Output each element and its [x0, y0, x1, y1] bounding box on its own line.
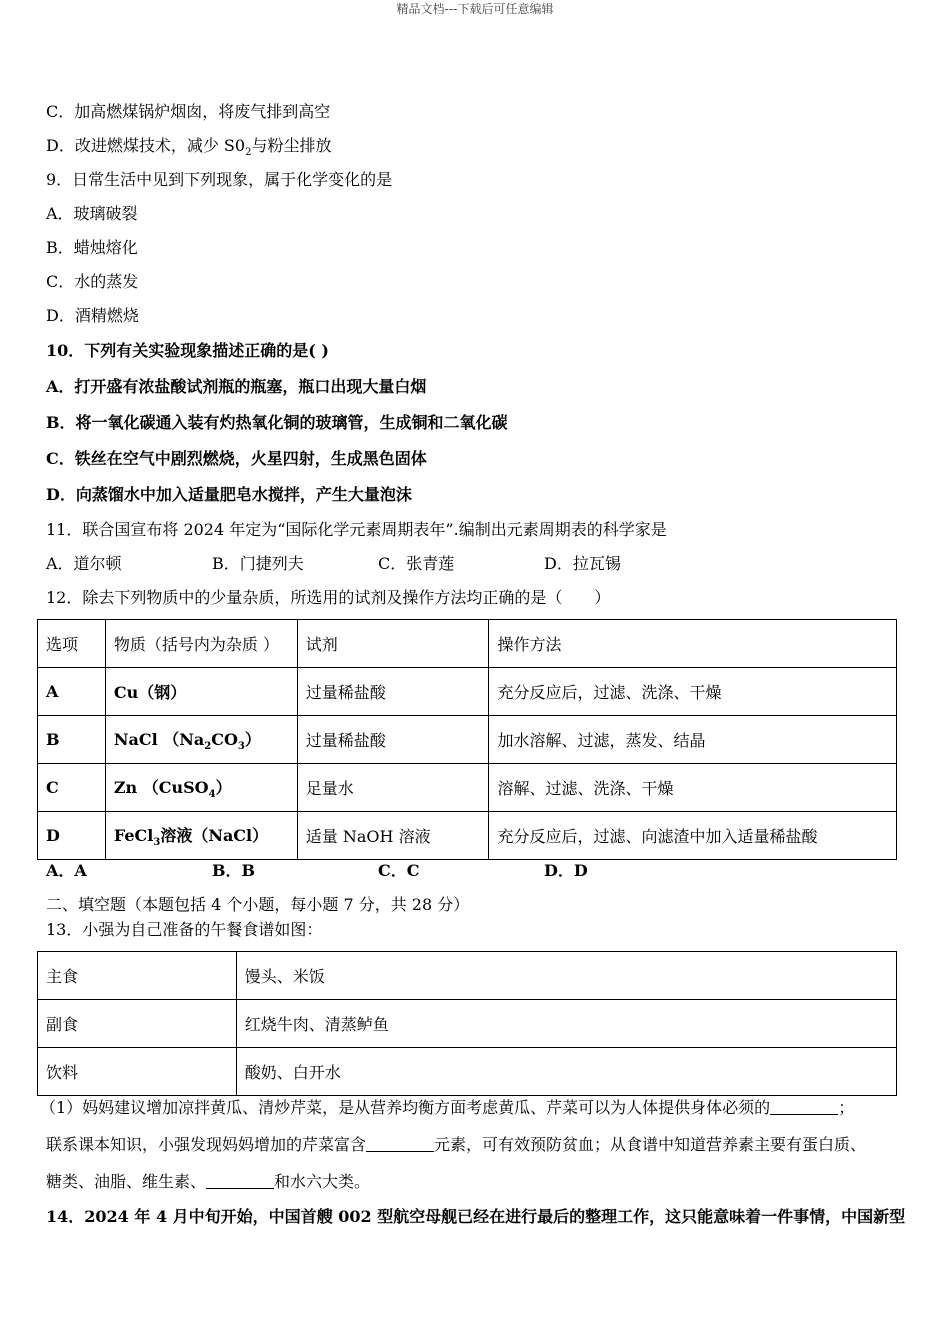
q10-option-d: D．向蒸馏水中加入适量肥皂水搅拌，产生大量泡沫	[46, 485, 412, 504]
table-cell-label: 饮料	[38, 1048, 237, 1096]
q13-paragraph-3: 糖类、油脂、维生素、 和水六大类。	[46, 1172, 371, 1191]
q12-stem: 12．除去下列物质中的少量杂质，所选用的试剂及操作方法均正确的是（ ）	[46, 588, 611, 607]
table-cell-substance: NaCl $(Na_2CO_3)$	[105, 716, 297, 764]
table-header-cell: 物质（括号内为杂质 ）	[105, 620, 297, 668]
q10-stem: 10．下列有关实验现象描述正确的是( )	[46, 341, 329, 360]
table-row	[38, 668, 897, 716]
q11-option-b: B．门捷列夫	[212, 554, 304, 573]
q10-option-c: C．铁丝在空气中剧烈燃烧，火星四射，生成黑色固体	[46, 449, 427, 468]
q10-option-a: A．打开盛有浓盐酸试剂瓶的瓶塞，瓶口出现大量白烟	[46, 377, 427, 396]
q9-stem: 9．日常生活中见到下列现象，属于化学变化的是	[46, 170, 393, 189]
q11-option-a: A．道尔顿	[46, 554, 122, 573]
q12-options	[46, 861, 588, 881]
table-header-row	[38, 620, 897, 668]
q12-table	[37, 619, 897, 860]
q13-paragraph-1: （1）妈妈建议增加凉拌黄瓜、清炒芹菜，是从营养均衡方面考虑黄瓜、芹菜可以为人体提供身体必须的 ；	[40, 1098, 855, 1117]
table-header-cell: 试剂	[297, 620, 489, 668]
q8-option-d: D．改进燃煤技术，减少 $S0_2$与粉尘排放	[46, 136, 332, 159]
section-title: 二、填空题（本题包括 4 个小题，每小题 7 分，共 28 分）	[46, 895, 470, 914]
q8-option-c: C．加高燃煤锅炉烟囱，将废气排到高空	[46, 102, 331, 121]
table-row	[38, 1048, 897, 1096]
table-cell-option: C	[38, 764, 106, 812]
table-row	[38, 716, 897, 764]
q10-option-b: B．将一氧化碳通入装有灼热氧化铜的玻璃管，生成铜和二氧化碳	[46, 413, 508, 432]
table-cell-option: D	[38, 812, 106, 860]
q12-option-b: B．B	[212, 861, 256, 880]
q9-option-d: D．酒精燃烧	[46, 306, 139, 325]
table-cell-reagent: 过量稀盐酸	[297, 716, 489, 764]
q11-option-d: D．拉瓦锡	[544, 554, 621, 573]
table-row	[38, 812, 897, 860]
table-cell-substance: Cu（钢）	[105, 668, 297, 716]
table-cell-reagent: 适量 NaOH 溶液	[297, 812, 489, 860]
table-cell-value: 酸奶、白开水	[236, 1048, 896, 1096]
table-cell-option: B	[38, 716, 106, 764]
table-row	[38, 764, 897, 812]
table-cell-substance: FeCl$_3$溶液（NaCl）	[105, 812, 297, 860]
q9-option-a: A．玻璃破裂	[46, 204, 138, 223]
table-header-cell: 选项	[38, 620, 106, 668]
answer-blank	[366, 1135, 434, 1152]
q11-stem: 11．联合国宣布将 2024 年定为“国际化学元素周期表年”.编制出元素周期表的科学家是	[46, 520, 667, 539]
table-cell-method: 充分反应后，过滤、洗涤、干燥	[489, 668, 897, 716]
q13-paragraph-2: 联系课本知识，小强发现妈妈增加的芹菜富含 元素，可有效预防贫血；从食谱中知道营养素主要有蛋白质、	[46, 1135, 867, 1154]
q11-options	[46, 554, 621, 574]
page-header: 精品文档---下载后可任意编辑	[396, 2, 554, 16]
table-cell-label: 主食	[38, 952, 237, 1000]
table-cell-reagent: 足量水	[297, 764, 489, 812]
answer-blank	[206, 1172, 274, 1189]
table-cell-method: 溶解、过滤、洗涤、干燥	[489, 764, 897, 812]
q9-option-b: B．蜡烛熔化	[46, 238, 138, 257]
q14-stem: 14．2024 年 4 月中旬开始，中国首艘 002 型航空母舰已经在进行最后的整理工作，这只能意味着一件事情，中国新型	[46, 1207, 906, 1226]
q12-option-c: C．C	[378, 861, 420, 880]
q12-option-a: A．A	[46, 861, 87, 880]
table-cell-method: 加水溶解、过滤，蒸发、结晶	[489, 716, 897, 764]
q13-stem: 13．小强为自己准备的午餐食谱如图：	[46, 920, 323, 939]
q11-option-c: C．张青莲	[378, 554, 455, 573]
table-cell-value: 馒头、米饭	[236, 952, 896, 1000]
q13-table	[37, 951, 897, 1096]
table-cell-reagent: 过量稀盐酸	[297, 668, 489, 716]
q12-option-d: D．D	[544, 861, 588, 880]
answer-blank	[770, 1098, 838, 1115]
table-row	[38, 1000, 897, 1048]
table-cell-substance: Zn （CuSO$_4$）	[105, 764, 297, 812]
table-cell-method: 充分反应后，过滤、向滤渣中加入适量稀盐酸	[489, 812, 897, 860]
table-cell-value: 红烧牛肉、清蒸鲈鱼	[236, 1000, 896, 1048]
table-header-cell: 操作方法	[489, 620, 897, 668]
q9-option-c: C．水的蒸发	[46, 272, 139, 291]
table-cell-option: A	[38, 668, 106, 716]
table-cell-label: 副食	[38, 1000, 237, 1048]
table-row	[38, 952, 897, 1000]
